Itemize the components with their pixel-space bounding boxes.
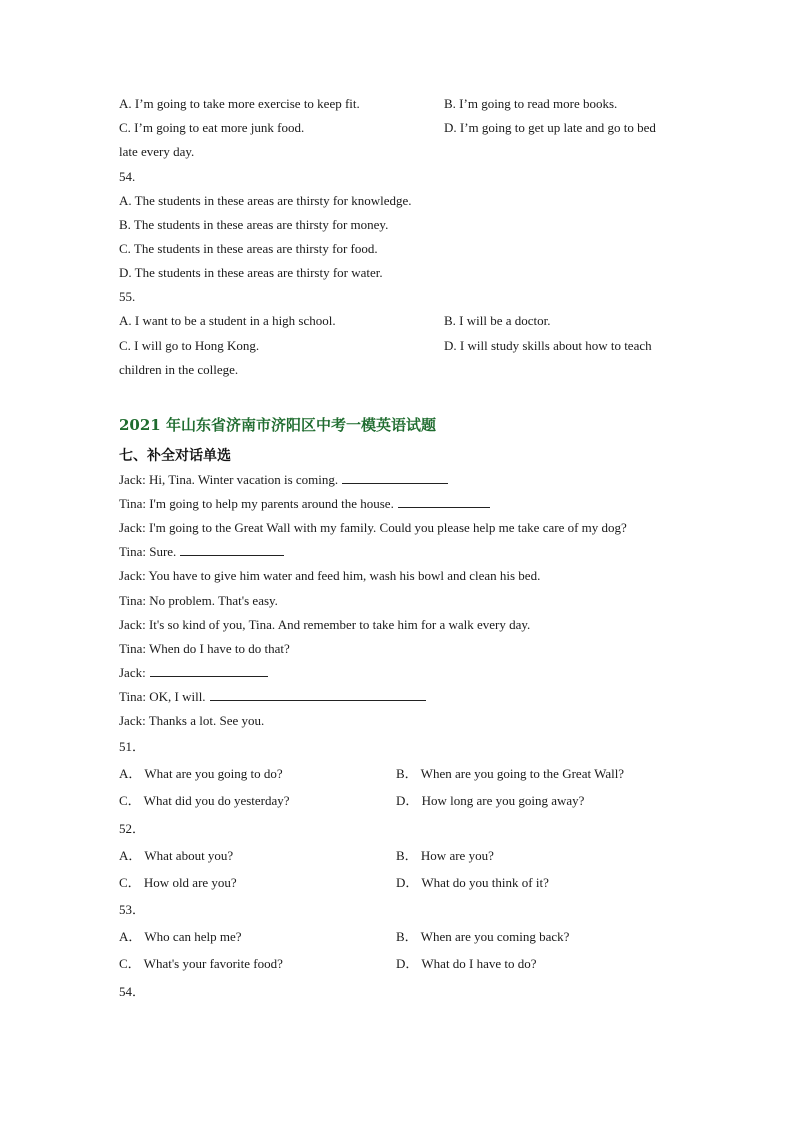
exam-title: 2021 年山东省济南市济阳区中考一模英语试题 [119, 416, 436, 434]
q52-option-b[interactable]: B． How are you? [396, 848, 494, 863]
q55-prev-option-d-line1: D. I will study skills about how to teach [444, 338, 652, 353]
q51-option-d[interactable]: D． How long are you going away? [396, 793, 585, 808]
q54-prev-option-d: D. The students in these areas are thirsty for water. [119, 265, 383, 280]
answer-blank-2[interactable] [398, 495, 490, 508]
q53-number: 53． [119, 902, 146, 917]
dialogue-line-7: Jack: It's so kind of you, Tina. And remember to take him for a walk every day. [119, 617, 531, 632]
q54-prev-option-a: A. The students in these areas are thirsty for knowledge. [119, 193, 412, 208]
dialogue-line-9 [119, 664, 268, 682]
q55-prev-option-c: C. I will go to Hong Kong. [119, 338, 260, 353]
dialogue-line-11: Jack: Thanks a lot. See you. [119, 713, 265, 728]
q55-prev-option-a: A. I want to be a student in a high school. [119, 313, 336, 328]
q51-number: 51． [119, 739, 146, 754]
q53-prev-option-a: A. I’m going to take more exercise to keep fit. [119, 96, 360, 111]
dialogue-line-4 [119, 543, 284, 561]
dialogue-line-2 [119, 495, 490, 513]
dialogue-line-5: Jack: You have to give him water and feed him, wash his bowl and clean his bed. [119, 568, 541, 583]
q51-option-c[interactable]: C． What did you do yesterday? [119, 793, 290, 808]
q53-prev-option-d-line1: D. I’m going to get up late and go to bed [444, 120, 656, 135]
q54-prev-option-b: B. The students in these areas are thirsty for money. [119, 217, 389, 232]
answer-blank-5[interactable] [210, 688, 426, 701]
dialogue-text: Jack: Hi, Tina. Winter vacation is coming. [119, 472, 339, 487]
q53-option-d[interactable]: D． What do I have to do? [396, 956, 537, 971]
q53-prev-option-c: C. I’m going to eat more junk food. [119, 120, 305, 135]
dialogue-line-3: Jack: I'm going to the Great Wall with my family. Could you please help me take care of my dog? [119, 520, 627, 535]
dialogue-line-6: Tina: No problem. That's easy. [119, 593, 278, 608]
dialogue-line-10 [119, 688, 426, 706]
q52-option-c[interactable]: C． How old are you? [119, 875, 237, 890]
q53-prev-option-b: B. I’m going to read more books. [444, 96, 618, 111]
q55-prev-option-b: B. I will be a doctor. [444, 313, 551, 328]
q51-option-b[interactable]: B． When are you going to the Great Wall? [396, 766, 625, 781]
q54-prev-option-c: C. The students in these areas are thirsty for food. [119, 241, 378, 256]
q51-option-a[interactable]: A． What are you going to do? [119, 766, 283, 781]
dialogue-text: Tina: I'm going to help my parents around the house. [119, 496, 394, 511]
answer-blank-3[interactable] [180, 543, 284, 556]
q52-number: 52． [119, 821, 146, 836]
answer-blank-4[interactable] [150, 664, 268, 677]
dialogue-text: Tina: OK, I will. [119, 689, 206, 704]
answer-blank-1[interactable] [342, 471, 448, 484]
q52-option-d[interactable]: D． What do you think of it? [396, 875, 549, 890]
q55-prev-option-d-line2: children in the college. [119, 362, 239, 377]
section-title: 七、补全对话单选 [119, 448, 231, 464]
q53-option-c[interactable]: C． What's your favorite food? [119, 956, 283, 971]
q55-prev-number: 55. [119, 289, 136, 304]
dialogue-line-8: Tina: When do I have to do that? [119, 641, 290, 656]
q53-option-b[interactable]: B． When are you coming back? [396, 929, 570, 944]
q52-option-a[interactable]: A． What about you? [119, 848, 234, 863]
q54-prev-number: 54. [119, 169, 136, 184]
q53-option-a[interactable]: A． Who can help me? [119, 929, 242, 944]
dialogue-text: Tina: Sure. [119, 544, 177, 559]
q53-prev-option-d-line2: late every day. [119, 144, 195, 159]
dialogue-line-1 [119, 471, 448, 489]
q54-number: 54． [119, 984, 146, 999]
dialogue-text: Jack: [119, 665, 146, 680]
